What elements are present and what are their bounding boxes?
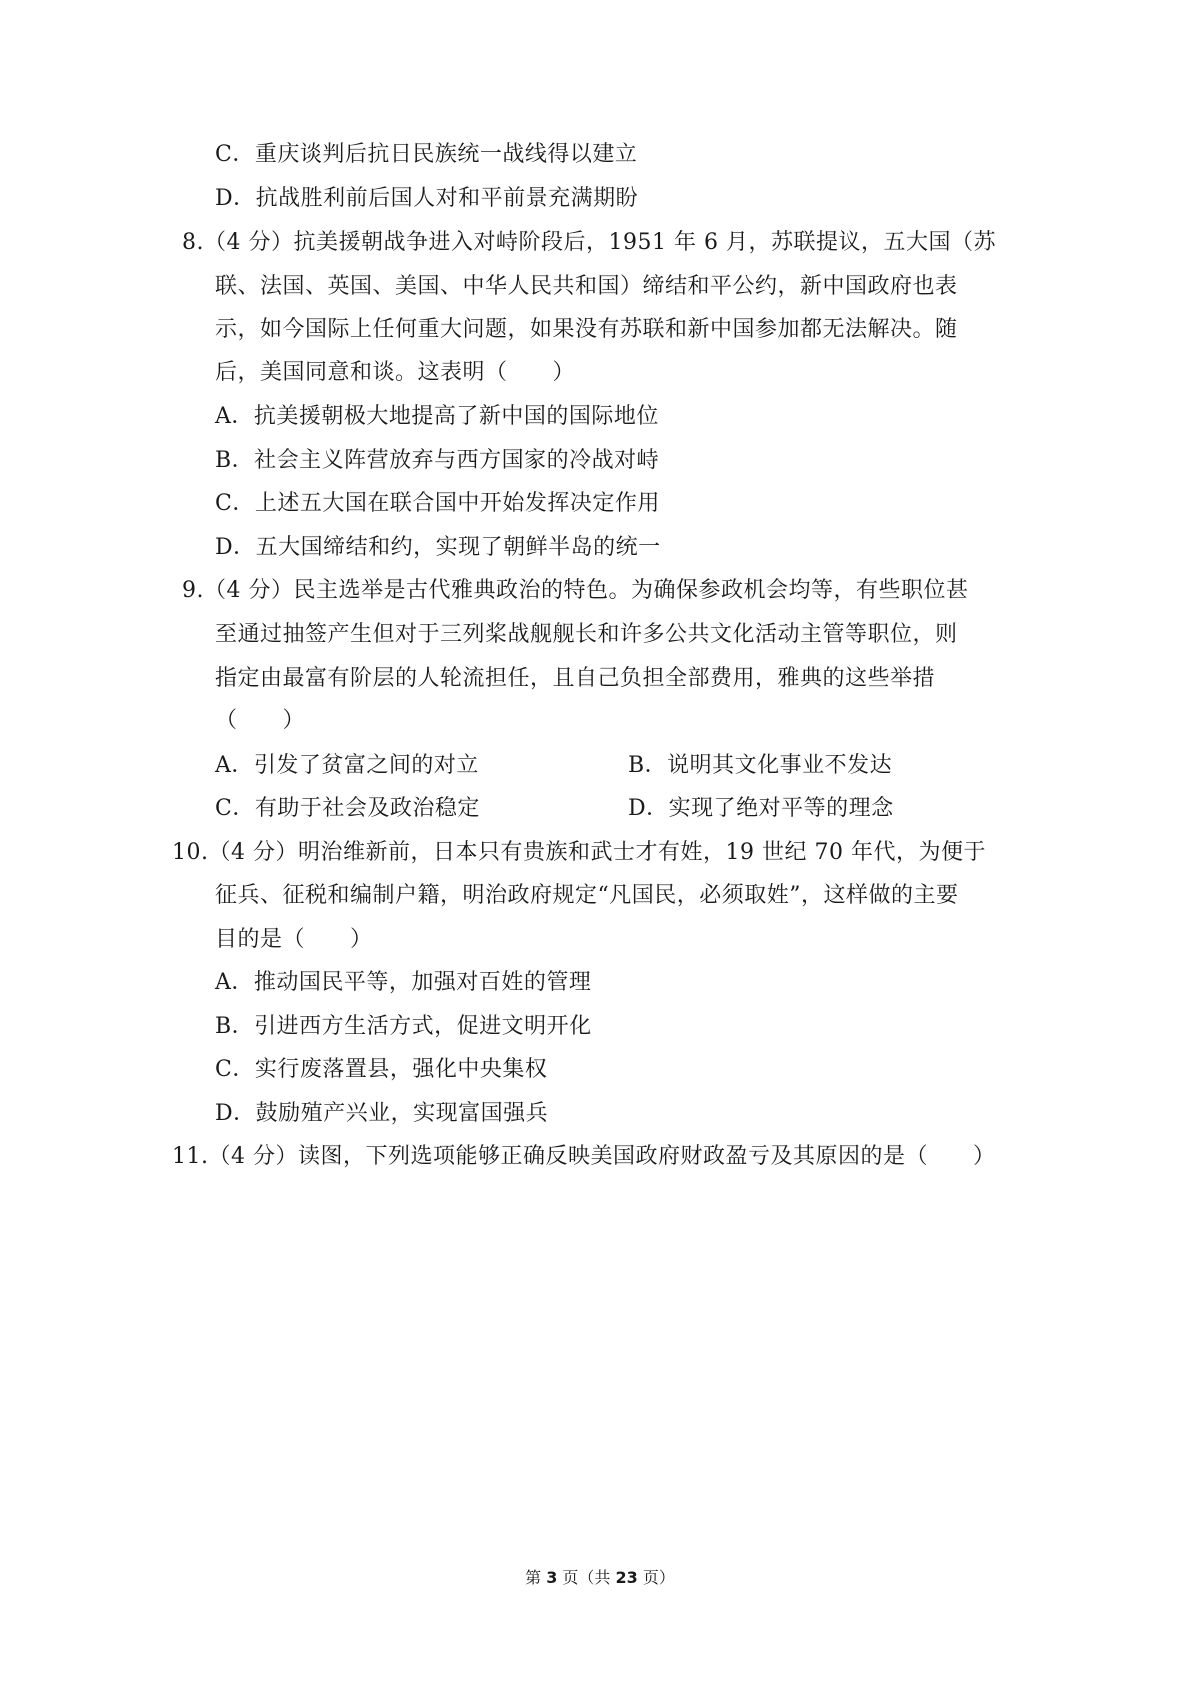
q9-stem-line-2: 至通过抽签产生但对于三列桨战舰舰长和许多公共文化活动主管等职位，则 (215, 622, 958, 647)
footer-middle: 页（共 (557, 1568, 616, 1587)
q7-option-d: D．抗战胜利前后国人对和平前景充满期盼 (215, 186, 639, 211)
q8-stem-line-1: 8.（4 分）抗美援朝战争进入对峙阶段后，1951 年 6 月，苏联提议，五大国（苏 (182, 230, 996, 255)
q8-option-b: B．社会主义阵营放弃与西方国家的冷战对峙 (215, 448, 660, 473)
q9-stem-line-1: 9.（4 分）民主选举是古代雅典政治的特色。为确保参政机会均等，有些职位甚 (182, 578, 969, 603)
q10-option-d: D．鼓励殖产兴业，实现富国强兵 (215, 1101, 549, 1126)
q7-option-c: C．重庆谈判后抗日民族统一战线得以建立 (215, 142, 638, 167)
q9-option-a: A．引发了贫富之间的对立 (215, 753, 479, 778)
q8-option-d: D．五大国缔结和约，实现了朝鲜半岛的统一 (215, 535, 661, 560)
q10-stem-line-1: 10.（4 分）明治维新前，日本只有贵族和武士才有姓，19 世纪 70 年代，为便于 (172, 840, 986, 865)
q9-option-b: B．说明其文化事业不发达 (628, 753, 893, 778)
page-footer (0, 1568, 1200, 1588)
q11-stem-line-1: 11.（4 分）读图，下列选项能够正确反映美国政府财政盈亏及其原因的是（ ） (172, 1144, 996, 1169)
footer-total-pages: 23 (615, 1568, 638, 1587)
q9-option-d: D．实现了绝对平等的理念 (628, 796, 894, 821)
q8-option-c: C．上述五大国在联合国中开始发挥决定作用 (215, 491, 660, 516)
footer-page-number: 3 (546, 1568, 558, 1587)
q9-stem-line-3: 指定由最富有阶层的人轮流担任，且自己负担全部费用，雅典的这些举措 (215, 666, 936, 691)
q8-stem-line-3: 示，如今国际上任何重大问题，如果没有苏联和新中国参加都无法解决。随 (215, 317, 958, 342)
q8-stem-line-4: 后，美国同意和谈。这表明（ ） (215, 360, 576, 385)
q10-option-c: C．实行废落置县，强化中央集权 (215, 1057, 548, 1082)
q10-stem-line-3: 目的是（ ） (215, 927, 373, 952)
q10-option-a: A．推动国民平等，加强对百姓的管理 (215, 970, 592, 995)
q9-stem-line-4: （ ） (215, 708, 306, 733)
q10-stem-line-2: 征兵、征税和编制户籍，明治政府规定“凡国民，必须取姓”，这样做的主要 (215, 883, 959, 908)
q8-option-a: A．抗美援朝极大地提高了新中国的国际地位 (215, 404, 659, 429)
q9-option-c: C．有助于社会及政治稳定 (215, 796, 480, 821)
q8-stem-line-2: 联、法国、英国、美国、中华人民共和国）缔结和平公约，新中国政府也表 (215, 274, 958, 299)
q10-option-b: B．引进西方生活方式，促进文明开化 (215, 1014, 592, 1039)
footer-suffix: 页） (637, 1568, 675, 1587)
footer-prefix: 第 (525, 1568, 547, 1587)
